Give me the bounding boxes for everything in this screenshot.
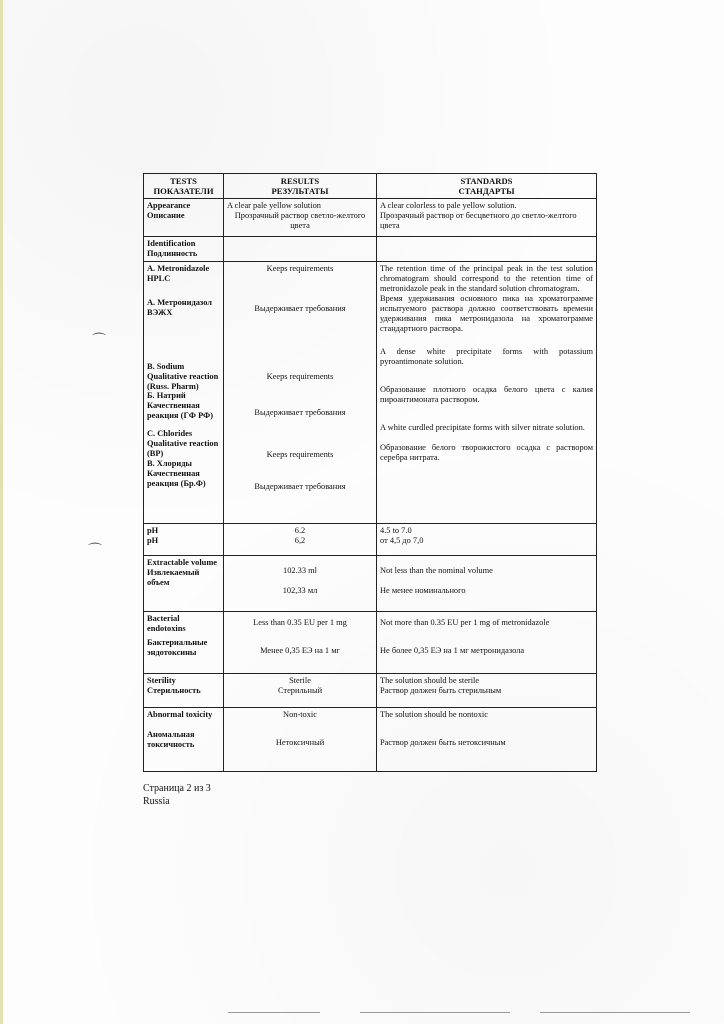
test-label-ru: Бактериальные эндотоксины — [147, 637, 208, 657]
standard-a-en: The retention time of the principal peak in the test solution chromatogram should correspond to the retention time of metronidazole peak in the standard solution chromatogram. — [380, 264, 593, 293]
header-standards-en: STANDARDS — [460, 176, 513, 186]
punch-hole-mark-top: ⌒ — [92, 334, 106, 349]
test-label-b-ru: Б. Натрий Качественная реакция (ГФ РФ) — [147, 391, 214, 421]
header-tests — [144, 174, 224, 199]
test-label-ru: Стерильность — [147, 686, 201, 695]
test-cell-toxicity — [144, 708, 224, 772]
table-header-row — [144, 174, 597, 199]
result-cell-ph — [224, 524, 377, 556]
standard-text-en: 4.5 to 7.0 — [380, 526, 412, 536]
table-row-appearance — [144, 199, 597, 237]
test-label-en: Sterility — [147, 676, 176, 686]
result-value-ru: Нетоксичный — [275, 738, 325, 747]
table-row-endotoxins — [144, 612, 597, 674]
header-results-en: RESULTS — [280, 176, 320, 186]
standard-cell-extractable — [377, 556, 597, 612]
standard-cell-toxicity — [377, 708, 597, 772]
result-value-en: A clear pale yellow solution — [227, 201, 321, 211]
standard-cell-ph — [377, 524, 597, 556]
table-row-sterility — [144, 674, 597, 708]
standard-b-ru: Образование плотного осадка белого цвета с калия пироантимоната раствором. — [380, 385, 593, 405]
standard-b-en: A dense white precipitate forms with potassium pyroantimonate solution. — [380, 347, 593, 367]
test-label-ru: Описание — [147, 211, 185, 221]
test-cell-endotoxins — [144, 612, 224, 674]
table-row-ph — [144, 524, 597, 556]
result-a-ru: Выдерживает требования — [254, 304, 346, 313]
test-label-en: pH — [147, 526, 159, 536]
scan-edge-line — [360, 1012, 510, 1013]
result-value-ru: Менее 0,35 ЕЭ на 1 мг — [260, 646, 340, 655]
table-row-identification — [144, 237, 597, 262]
result-b-ru: Выдерживает требования — [254, 407, 346, 417]
result-value-ru: 102,33 мл — [282, 586, 318, 595]
test-cell-extractable — [144, 556, 224, 612]
result-c-ru: Выдерживает требования — [254, 481, 346, 491]
standard-c-ru: Образование белого творожистого осадка с раствором серебра нитрата. — [380, 442, 593, 462]
result-cell-identification — [224, 237, 377, 262]
standard-text-ru: Раствор должен быть стерильным — [380, 686, 502, 695]
result-value-ru: 6,2 — [294, 536, 306, 545]
standard-cell-ident-abc — [377, 262, 597, 524]
standard-text-en: The solution should be sterile — [380, 676, 480, 686]
test-label-ru: Извлекаемый объем — [147, 568, 200, 587]
table-row-extractable-volume — [144, 556, 597, 612]
test-label-en: Appearance — [147, 201, 191, 211]
result-cell-toxicity — [224, 708, 377, 772]
header-tests-ru: ПОКАЗАТЕЛИ — [153, 186, 214, 197]
result-value-en: Sterile — [289, 676, 311, 686]
scan-edge-line — [228, 1012, 320, 1013]
result-cell-appearance — [224, 199, 377, 237]
standard-text-ru: от 4,5 до 7,0 — [380, 536, 424, 545]
test-label-c-ru: В. Хлориды Качественная реакция (Бр.Ф) — [147, 458, 206, 488]
test-label-b-en: B. Sodium Qualitative reaction (Russ. Pharm) — [147, 361, 219, 391]
standard-text-ru: Не более 0,35 ЕЭ на 1 мг метронидазола — [380, 646, 525, 655]
result-value-en: 102.33 ml — [283, 566, 317, 576]
standard-cell-endotoxins — [377, 612, 597, 674]
result-value-ru: Прозрачный раствор светло-желтого цвета — [234, 211, 366, 231]
test-label-en: Identification — [147, 239, 196, 249]
result-value-en: Less than 0.35 EU per 1 mg — [253, 618, 347, 628]
test-label-ru: pH — [147, 536, 159, 545]
standard-a-ru: Время удерживания основного пика на хроматограмме испытуемого раствора должно соответствовать времени удерживания пика метронидазола на хроматограмме стандартного раствора. — [380, 293, 593, 333]
result-a-en: Keeps requirements — [266, 264, 334, 274]
standard-text-ru: Прозрачный раствор от бесцветного до светло-желтого цвета — [380, 211, 577, 231]
standard-cell-appearance — [377, 199, 597, 237]
standard-text-ru: Не менее номинального — [380, 586, 466, 595]
standard-cell-identification — [377, 237, 597, 262]
result-value-ru: Стерильный — [277, 686, 323, 695]
result-cell-extractable — [224, 556, 377, 612]
result-value-en: 6.2 — [294, 526, 306, 536]
standard-text-ru: Раствор должен быть нетоксичным — [380, 738, 506, 747]
standard-text-en: Not less than the nominal volume — [380, 566, 493, 576]
test-cell-ident-abc — [144, 262, 224, 524]
test-label-ru: Аномальная токсичность — [147, 730, 195, 749]
result-value-en: Non-toxic — [283, 710, 317, 720]
result-cell-endotoxins — [224, 612, 377, 674]
result-b-en: Keeps requirements — [266, 371, 334, 381]
standard-text-en: A clear colorless to pale yellow solution. — [380, 201, 517, 211]
country-label: Russia — [143, 796, 170, 807]
result-cell-ident-abc — [224, 262, 377, 524]
test-label-en: Abnormal toxicity — [147, 710, 213, 720]
test-cell-appearance — [144, 199, 224, 237]
standard-text-en: Not more than 0.35 EU per 1 mg of metronidazole — [380, 618, 550, 628]
test-label-en: Extractable volume — [147, 558, 218, 568]
test-label-a-en: A. Metronidazole HPLC — [147, 264, 210, 283]
test-label-a-ru: А. Метронидазол ВЭЖХ — [147, 297, 212, 317]
punch-hole-mark-bottom: ⌒ — [88, 544, 102, 559]
page-edge-strip — [0, 0, 3, 1024]
scan-edge-line — [540, 1012, 690, 1013]
standard-cell-sterility — [377, 674, 597, 708]
result-c-en: Keeps requirements — [266, 449, 334, 459]
test-label-ru: Подлинность — [147, 249, 198, 259]
page-number: Страница 2 из 3 — [143, 783, 211, 794]
header-tests-en: TESTS — [170, 176, 197, 186]
test-cell-ph — [144, 524, 224, 556]
result-cell-sterility — [224, 674, 377, 708]
test-cell-sterility — [144, 674, 224, 708]
test-label-c-en: C. Chlorides Qualitative reaction (BP) — [147, 429, 219, 458]
header-standards — [377, 174, 597, 199]
page-footer — [143, 782, 211, 808]
test-cell-identification — [144, 237, 224, 262]
table-row-toxicity — [144, 708, 597, 772]
standard-text-en: The solution should be nontoxic — [380, 710, 488, 720]
header-results-ru: РЕЗУЛЬТАТЫ — [271, 186, 329, 197]
table-row-identification-tests — [144, 262, 597, 524]
certificate-table — [143, 173, 597, 772]
header-results — [224, 174, 377, 199]
test-label-en: Bacterial endotoxins — [147, 614, 186, 633]
header-standards-ru: СТАНДАРТЫ — [458, 186, 515, 197]
standard-c-en: A white curdled precipitate forms with silver nitrate solution. — [380, 423, 585, 433]
